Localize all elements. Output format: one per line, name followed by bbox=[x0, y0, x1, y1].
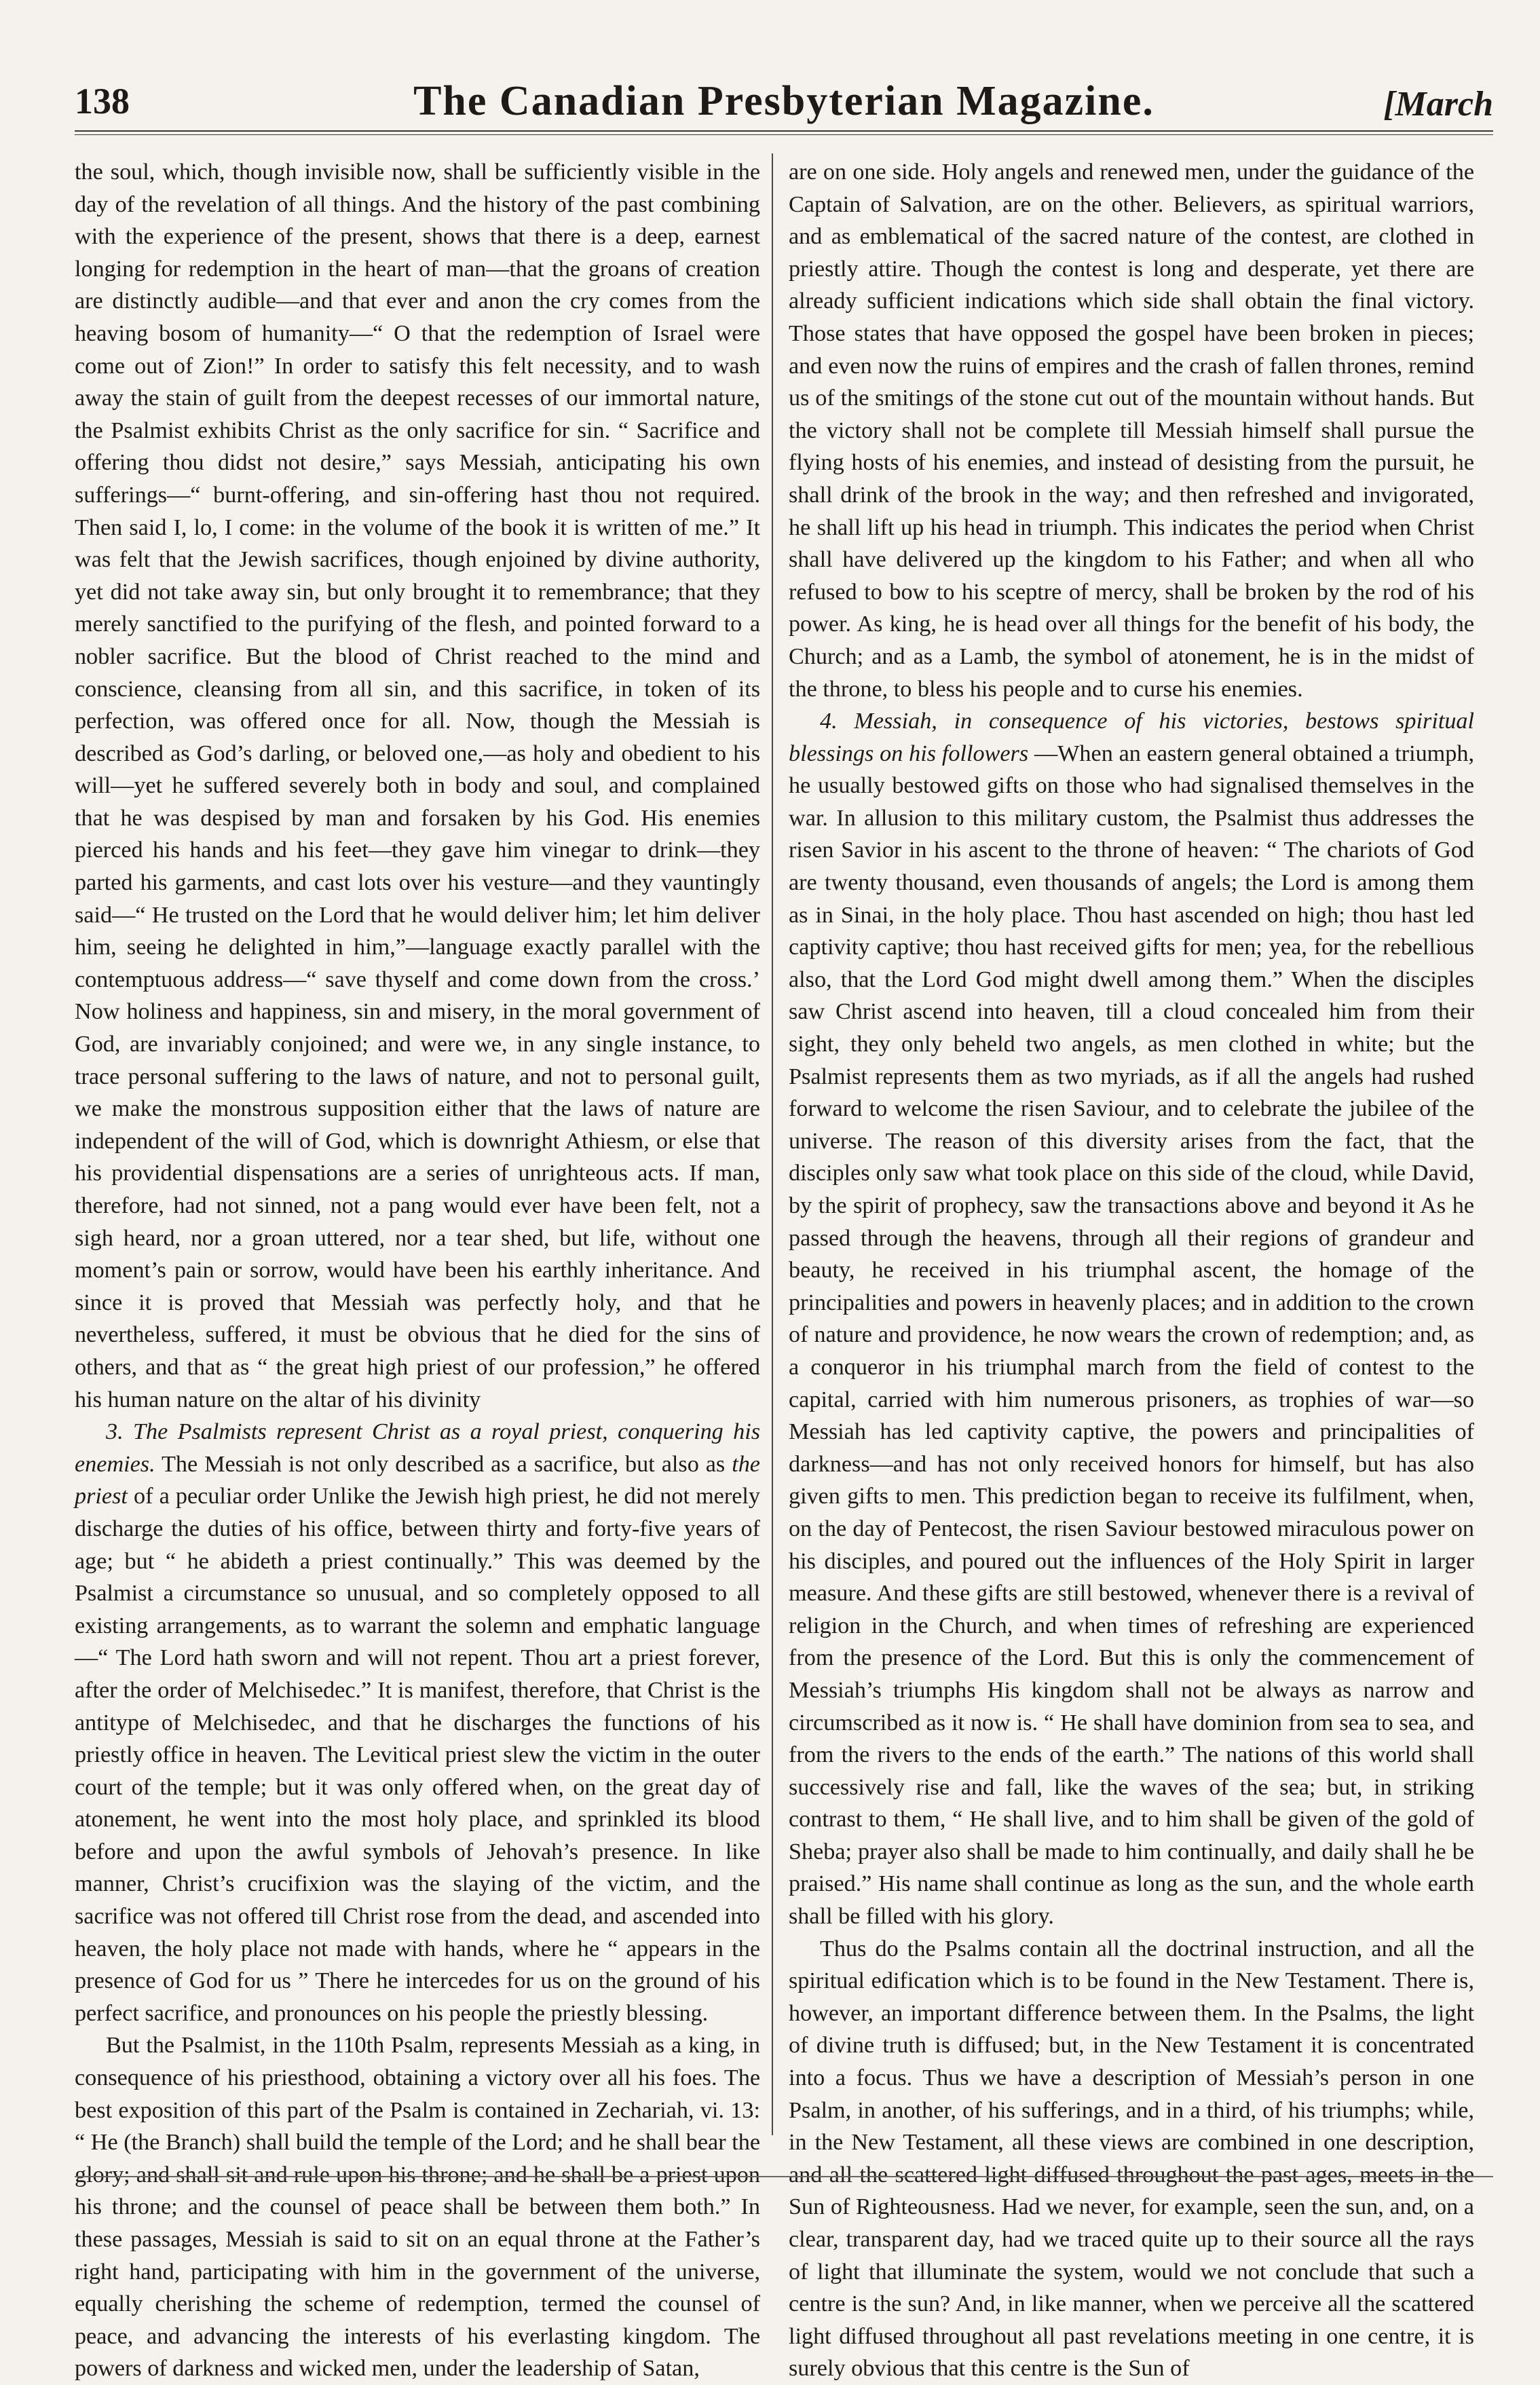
left-paragraph-3: But the Psalmist, in the 110th Psalm, represents Messiah as a king, in consequence of his priesthood, obtaining a victory over all his foes. The best exposition of this part of the Psalm is contained in Zechariah, vi. 13: “ He (the Branch) shall build the temple of the Lord; and he shall bear the glory; and shall sit and rule upon his throne; and he shall be a priest upon his throne; and the counsel of peace shall be between them both.” In these passages, Messiah is said to sit on an equal throne at the Father’s right hand, participating with him in the government of the universe, equally cherishing the scheme of redemption, termed the counsel of peace, and advancing the interests of his everlasting kingdom. The powers of darkness and wicked men, under the leadership of Satan, bbox=[75, 2033, 760, 2382]
right-paragraph-2-body: —When an eastern general obtained a triumph, he usually bestowed gifts on those who had signalised themselves in the war. In allusion to this military custom, the Psalmist thus addresses the risen Savior in his ascent to the throne of heaven: “ The chariots of God are twenty thousand, even thousands of angels; the Lord is among them as in Sinai, in the holy place. Thou hast ascended on high; thou hast led captivity captive; thou hast received gifts for men; yea, for the rebellious also, that the Lord God might dwell among them.” When the disciples saw Christ ascend into heaven, till a cloud concealed him from their sight, they only beheld two angels, as men clothed in white; but the Psalmist represents them as two myriads, as if all the angels had rushed forward to welcome the risen Saviour, and to celebrate the jubilee of the universe. The reason of this diversity arises from the fact, that the disciples only saw what took place on this side of the cloud, while David, by the spirit of prophecy, saw the transactions above and beyond it As he passed through the heavens, through all their regions of grandeur and beauty, he received in his triumphal ascent, the homage of the principalities and powers in heavenly places; and in addition to the crown of nature and providence, he now wears the crown of redemption; and, as a conqueror in his triumphal march from the field of contest to the capital, carried with him numerous prisoners, as trophies of war—so Messiah has led captivity captive, the powers and principalities of darkness—and has not only received honors for himself, but has also given gifts to men. This prediction began to receive its fulfilment, when, on the day of Pentecost, the risen Saviour bestowed miraculous power on his disciples, and poured out the influences of the Holy Spirit in larger measure. And these gifts are still bestowed, whenever there is a revival of religion in the Church, and when times of refreshing are experienced from the presence of the Lord. But this is only the commencement of Messiah’s triumphs His kingdom shall not be always as narrow and circumscribed as it now is. “ He shall have dominion from sea to sea, and from the rivers to the ends of the earth.” The nations of this world shall successively rise and fall, like the waves of the sea; but, in striking contrast to them, “ He shall live, and to him shall be given of the gold of Sheba; prayer also shall be made to him continually, and daily shall he be praised.” His name shall continue as long as the sun, and the whole earth shall be filled with his glory. bbox=[789, 740, 1474, 1930]
section-3-heading: 3. The Psalmists represent Christ as a royal priest, conquering his enemies. bbox=[75, 1419, 760, 1477]
right-paragraph-3: Thus do the Psalms contain all the doctrinal instruction, and all the spiritual edification which is to be found in the New Testament. There is, however, an important difference between them. In the Psalms, the light of divine truth is diffused; but, in the New Testament it is concentrated into a focus. Thus we have a description of Messiah’s person in one Psalm, in another, of his sufferings, and in a third, of his triumphs; while, in the New Testament, all these views are combined in one description, and all the scattered light diffused throughout the past ages, meets in the Sun of Righteousness. Had we never, for example, seen the sun, and, on a clear, transparent day, had we traced quite up to their source all the rays of light that illuminate the system, would we not conclude that such a centre is the sun? And, in like manner, when we perceive all the scattered light diffused throughout all past revelations meeting in one centre, it is surely obvious that this centre is the Sun of bbox=[789, 1936, 1474, 2382]
page-number: 138 bbox=[75, 81, 130, 121]
left-paragraph-2-part-b: of a peculiar order Unlike the Jewish high priest, he did not merely discharge the duties of his office, between thirty and forty-five years of age; but “ he abideth a priest continually.” This was deemed by the Psalmist a circumstance so unusual, and so completely opposed to all existing arrangements, as to warrant the solemn and emphatic language—“ The Lord hath sworn and will not repent. Thou art a priest forever, after the order of Melchisedec.” It is manifest, therefore, that Christ is the antitype of Melchisedec, and that he discharges the functions of his priestly office in heaven. The Levitical priest slew the victim in the outer court of the temple; but it was only offered when, on the great day of atonement, he went into the most holy place, and sprinkled its blood before and upon the awful symbols of Jehovah’s presence. In like manner, Christ’s crucifixion was the slaying of the victim, and the sacrifice was not offered till Christ rose from the dead, and ascended into heaven, the holy place not made with hands, where he “ appears in the presence of God for us ” There he intercedes for us on the ground of his perfect sacrifice, and pronounces on his people the priestly blessing. bbox=[75, 1484, 760, 2026]
column-divider bbox=[772, 153, 773, 2135]
section-4-heading: 4. Messiah, in consequence of his victories, bestows spiritual blessings on his followers bbox=[789, 709, 1474, 766]
issue-month: [March bbox=[1383, 85, 1493, 124]
right-paragraph-2 bbox=[789, 705, 1474, 1933]
left-paragraph-1: the soul, which, though invisible now, shall be sufficiently visible in the day of the revelation of all things. And the history of the past combining with the experience of the present, shows that there is a deep, earnest longing for redemption in the heart of man—that the groans of creation are distinctly audible—and that ever and anon the cry comes from the heaving bosom of humanity—“ O that the redemption of Israel were come out of Zion!” In order to satisfy this felt necessity, and to wash away the stain of guilt from the deepest recesses of our immortal nature, the Psalmist exhibits Christ as the only sacrifice for sin. “ Sacrifice and offering thou didst not desire,” says Messiah, anticipating his own sufferings—“ burnt-offering, and sin-offering hast thou not required. Then said I, lo, I come: in the volume of the book it is written of me.” It was felt that the Jewish sacrifices, though enjoined by divine authority, yet did not take away sin, but only brought it to remembrance; that they merely sanctified to the purifying of the flesh, and pointed forward to a nobler sacrifice. But the blood of Christ reached to the mind and conscience, cleansing from all sin, and this sacrifice, in token of its perfection, was offered once for all. Now, though the Messiah is described as God’s darling, or beloved one,—as holy and obedient to his will—yet he suffered severely both in body and soul, and complained that he was despised by man and forsaken by his God. His enemies pierced his hands and his feet—they gave him vinegar to drink—they parted his garments, and cast lots over his vesture—and they vauntingly said—“ He trusted on the Lord that he would deliver him; let him deliver him, seeing he delighted in him,”—language exactly parallel with the contemptuous address—“ save thyself and come down from the cross.’ Now holiness and happiness, sin and misery, in the moral government of God, are invariably conjoined; and were we, in any single instance, to trace personal suffering to the laws of nature, and not to personal guilt, we make the monstrous supposition either that the laws of nature are independent of the will of God, which is downright Athiesm, or else that his providential dispensations are a series of unrighteous acts. If man, therefore, had not sinned, not a pang would ever have been felt, not a sigh heard, nor a groan uttered, nor a tear shed, but life, without one moment’s pain or sorrow, would have been his earthly inheritance. And since it is proved that Messiah was perfectly holy, and that he nevertheless, suffered, it must be obvious that he died for the sins of others, and that as “ the great high priest of our profession,” he offered his human nature on the altar of his divinity bbox=[75, 159, 760, 1412]
page-header bbox=[75, 75, 1493, 136]
magazine-title: The Canadian Presbyterian Magazine. bbox=[413, 78, 1154, 124]
left-paragraph-2 bbox=[75, 1416, 760, 2029]
left-column bbox=[75, 156, 760, 2382]
footer-rule bbox=[75, 2176, 1493, 2177]
left-paragraph-2-emphasis: the priest bbox=[75, 1451, 760, 1509]
left-paragraph-2-part-a: The Messiah is not only described as a sacrifice, but also as bbox=[155, 1451, 732, 1477]
right-paragraph-1: are on one side. Holy angels and renewed men, under the guidance of the Captain of Salvation, are on the other. Believers, as spiritual warriors, and as emblematical of the sacred nature of the contest, are clothed in priestly attire. Though the contest is long and desperate, yet there are already sufficient indications which side shall obtain the final victory. Those states that have opposed the gospel have been broken in pieces; and even now the ruins of empires and the crash of fallen thrones, remind us of the smitings of the stone cut out of the mountain without hands. But the victory shall not be complete till Messiah himself shall pursue the flying hosts of his enemies, and instead of desisting from the pursuit, he shall drink of the brook in the way; and then refreshed and invigorated, he shall lift up his head in triumph. This indicates the period when Christ shall have delivered up the kingdom to his Father; and when all who refused to bow to his sceptre of mercy, shall be broken by the rod of his power. As king, he is head over all things for the benefit of his body, the Church; and as a Lamb, the symbol of atonement, he is in the midst of the throne, to bless his people and to curse his enemies. bbox=[789, 159, 1474, 702]
right-column bbox=[789, 156, 1474, 2382]
header-rule bbox=[75, 130, 1493, 135]
